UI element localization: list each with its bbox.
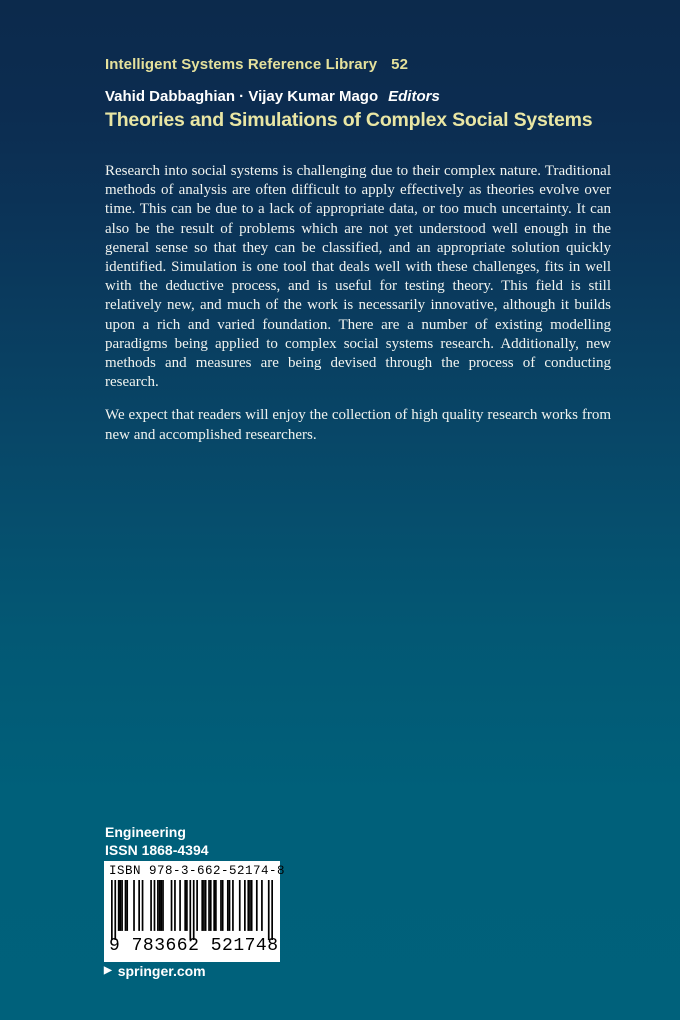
back-cover-blurb: [105, 162, 611, 459]
subject-category-label: Engineering: [105, 824, 186, 840]
publisher-line: [104, 963, 206, 979]
series-volume: 52: [391, 56, 409, 73]
book-title: Theories and Simulations of Complex Social Systems: [105, 109, 593, 131]
editors-line: [105, 88, 625, 105]
isbn-number-label: ISBN 978-3-662-52174-8: [109, 864, 286, 878]
isbn-barcode-block: [104, 861, 286, 962]
blurb-paragraph-1: Research into social systems is challenging due to their complex nature. Traditional methods of analysis are often difficult to apply effectively as theories evolve over time. This can be due to a lack of appropriate data, or too much uncertainty. It can also be the result of problems which are not yet understood well enough in the general sense so that they can be classified, and an appropriate solution quickly identified. Simulation is one tool that deals well with these challenges, fits in well with the deductive process, and is useful for testing theory. This field is still relatively new, and much of the work is necessarily innovative, although it builds upon a rich and varied foundation. There are a number of existing modelling paradigms being applied to complex social systems research. Additionally, new methods and measures are being devised through the process of conducting research.: [105, 163, 611, 391]
ean-digits: 9 783662 521748: [109, 936, 279, 956]
publisher-url: springer.com: [117, 963, 206, 979]
cover-header: [105, 56, 625, 132]
series-line: [105, 56, 625, 73]
series-name: Intelligent Systems Reference Library: [105, 56, 378, 73]
blurb-paragraph-2: We expect that readers will enjoy the collection of high quality research works from new and accomplished researchers.: [105, 407, 611, 443]
editor-names: Vahid Dabbaghian · Vijay Kumar Mago: [105, 88, 379, 105]
editors-role-label: Editors: [388, 88, 440, 105]
springer-arrow-icon: ▶: [104, 965, 112, 976]
issn-label: ISSN 1868-4394: [105, 842, 209, 858]
ean13-barcode-icon: [111, 880, 273, 940]
